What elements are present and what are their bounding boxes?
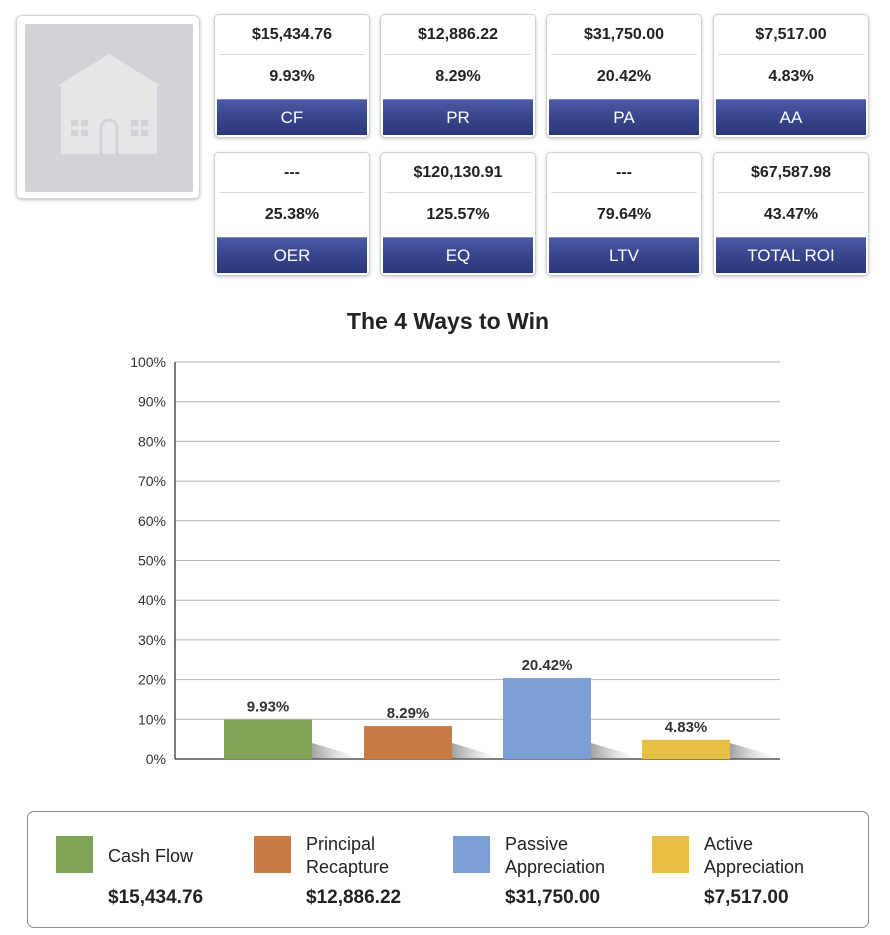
bar-value-label: 9.93% [246,698,290,716]
chart-title: The 4 Ways to Win [346,308,550,334]
y-tick-label: 100% [130,354,166,370]
y-tick-label: 30% [137,631,166,648]
y-tick-label: 0% [145,751,166,767]
metric-percent: 25.38% [264,206,320,223]
metric-tile-aa[interactable] [713,14,869,138]
metric-amount: $12,886.22 [385,15,531,55]
metric-code-button[interactable]: OER [217,237,367,273]
legend-label: Passive Appreciation [505,834,606,877]
legend-amount: $15,434.76 [108,887,204,908]
bar-cash-flow [224,720,312,759]
metric-amount: $120,130.91 [385,153,531,193]
bar-shadow [591,743,635,759]
bar-passive-appreciation [503,678,591,759]
bar-shadow [312,743,356,759]
metric-percent: 9.93% [269,68,315,85]
metric-amount: $67,587.98 [718,153,864,193]
chart-legend [27,811,869,928]
metric-amount: $15,434.76 [219,15,365,55]
metric-code-button[interactable]: TOTAL ROI [716,237,866,273]
legend-swatch [453,836,490,873]
house-placeholder-icon [25,24,193,192]
y-tick-label: 20% [137,671,166,688]
bar-principal-recapture [364,726,452,759]
y-tick-label: 60% [137,512,166,529]
y-tick-label: 90% [137,393,166,410]
legend-amount: $31,750.00 [505,887,601,908]
metric-amount: $7,517.00 [718,15,864,55]
metric-amount: --- [219,153,365,193]
metric-percent: 43.47% [763,206,819,223]
y-tick-label: 40% [137,592,166,609]
bar-active-appreciation [642,740,730,759]
bar-value-label: 20.42% [521,656,573,674]
legend-label: Cash Flow [108,846,194,866]
legend-amount: $7,517.00 [704,887,789,908]
metric-percent: 20.42% [596,68,652,85]
bar-value-label: 4.83% [664,718,708,736]
metric-code-button[interactable]: PR [383,99,533,135]
metric-percent: 79.64% [596,206,652,223]
metric-tile-pa[interactable] [546,14,702,138]
metric-percent: 125.57% [426,206,490,223]
metric-amount: --- [551,153,697,193]
metric-code-button[interactable]: AA [716,99,866,135]
property-photo-card[interactable] [16,15,200,199]
bar-shadow [730,743,774,759]
metric-tile-ltv[interactable] [546,152,702,276]
bar-value-label: 8.29% [386,705,430,723]
metric-tile-total-roi[interactable] [713,152,869,276]
metric-code-button[interactable]: CF [217,99,367,135]
y-tick-label: 10% [137,711,166,728]
legend-swatch [56,836,93,873]
legend-label: Active Appreciation [704,834,805,877]
metric-tile-oer[interactable] [214,152,370,276]
legend-swatch [254,836,291,873]
bar-chart [0,340,890,780]
metric-amount: $31,750.00 [551,15,697,55]
bar-shadow [452,743,496,759]
metric-tile-cf[interactable] [214,14,370,138]
metric-tile-pr[interactable] [380,14,536,138]
metric-code-button[interactable]: EQ [383,237,533,273]
metric-code-button[interactable]: PA [549,99,699,135]
metric-percent: 8.29% [435,68,481,85]
legend-swatch [652,836,689,873]
legend-amount: $12,886.22 [306,887,402,908]
legend-label: Principal Recapture [306,834,390,877]
y-tick-label: 80% [137,433,166,450]
y-tick-label: 70% [137,473,166,490]
metric-code-button[interactable]: LTV [549,237,699,273]
y-tick-label: 50% [137,552,166,569]
metric-percent: 4.83% [768,68,814,85]
metric-tile-eq[interactable] [380,152,536,276]
